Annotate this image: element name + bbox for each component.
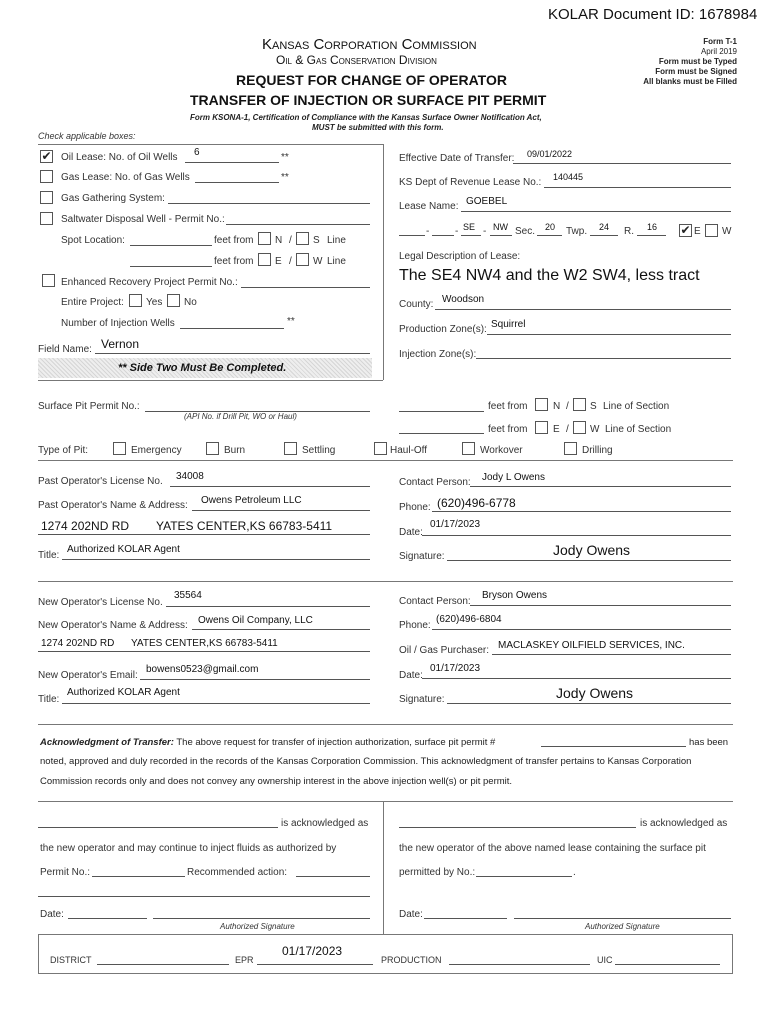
pit-feet-from-ns: feet from — [488, 401, 528, 412]
spot-feet-from-ns: feet from — [214, 235, 254, 246]
qtr-sep-2: - — [455, 226, 459, 237]
pit-s-checkbox[interactable] — [573, 398, 586, 411]
effective-date-line — [513, 163, 731, 164]
oil-wells-line — [185, 162, 279, 163]
new-phone-line — [432, 629, 731, 630]
pit-ew-slash: / — [566, 424, 569, 435]
form-number: Form T-1 — [703, 37, 737, 46]
pit-e-label: E — [553, 424, 560, 435]
new-name-value[interactable]: Owens Oil Company, LLC — [198, 615, 313, 626]
past-date-label: Date: — [399, 527, 423, 538]
permitted-by-period: . — [573, 867, 576, 878]
county-value[interactable]: Woodson — [442, 294, 485, 305]
effective-date-value[interactable]: 09/01/2022 — [527, 149, 573, 159]
pit-drilling-label: Drilling — [582, 445, 613, 456]
left-auth-sig-label: Authorized Signature — [220, 922, 295, 931]
right-date-line[interactable] — [424, 918, 507, 919]
ack-text-2: noted, approved and duly recorded in the records of the Kansas Corporation Commission. This acknowledgment of transfer pertains to Kansas Corporation — [40, 756, 692, 767]
right-auth-sig-line[interactable] — [514, 918, 731, 919]
spot-ns-slash: / — [289, 235, 292, 246]
ack-heading: Acknowledgment of Transfer: — [40, 737, 174, 748]
spot-w-label: W — [313, 256, 323, 267]
ks-lease-label: KS Dept of Revenue Lease No.: — [399, 177, 542, 188]
new-phone-value[interactable]: (620)496-6804 — [436, 614, 502, 625]
past-license-value[interactable]: 34008 — [176, 471, 204, 482]
epr-label: EPR — [235, 955, 254, 965]
spot-e-label: E — [275, 256, 282, 267]
past-contact-label: Contact Person: — [399, 477, 471, 488]
bottom-divider — [383, 801, 384, 934]
pit-haul-off-checkbox[interactable] — [374, 442, 387, 455]
past-signature-line — [447, 560, 731, 561]
gas-wells-note: ** — [281, 172, 289, 183]
production-zone-line — [487, 334, 731, 335]
district-line[interactable] — [97, 964, 229, 965]
field-name-line — [95, 353, 370, 354]
ksona-note-2: MUST be submitted with this form. — [312, 123, 444, 132]
new-title-label: Title: — [38, 694, 60, 705]
qtr-3-value[interactable]: SE — [463, 222, 476, 232]
recommended-action-label: Recommended action: — [187, 867, 288, 878]
surface-pit-permit-label: Surface Pit Permit No.: — [38, 401, 140, 412]
pit-haul-off-label: Haul-Off — [390, 445, 428, 456]
past-name-value[interactable]: Owens Petroleum LLC — [201, 495, 302, 506]
range-label: R. — [624, 226, 634, 237]
spot-s-label: S — [313, 235, 320, 246]
check-boxes-label: Check applicable boxes: — [38, 131, 136, 141]
production-zone-label: Production Zone(s): — [399, 324, 487, 335]
section-divider — [383, 144, 384, 380]
left-new-operator-text: the new operator and may continue to inject fluids as authorized by — [40, 843, 337, 854]
entire-project-yes-label: Yes — [146, 297, 163, 308]
left-permit-no-label: Permit No.: — [40, 867, 91, 878]
production-zone-value[interactable]: Squirrel — [491, 319, 526, 330]
range-value[interactable]: 16 — [647, 222, 658, 232]
new-address-line — [38, 651, 370, 652]
pit-ns-line-label: Line of Section — [603, 401, 670, 412]
new-title-line — [62, 703, 370, 704]
pit-ns-slash: / — [566, 401, 569, 412]
production-label: PRODUCTION — [381, 955, 442, 965]
new-contact-label: Contact Person: — [399, 596, 471, 607]
entire-project-label: Entire Project: — [61, 297, 124, 308]
new-signature-value[interactable]: Jody Owens — [556, 685, 634, 701]
uic-line[interactable] — [615, 964, 720, 965]
spot-ew-feet-line[interactable] — [130, 266, 212, 267]
ksona-note: Form KSONA-1, Certification of Compliance with the Kansas Surface Owner Notification Act, — [190, 113, 542, 122]
new-license-value[interactable]: 35564 — [174, 590, 202, 601]
field-name-value[interactable]: Vernon — [101, 337, 140, 351]
oil-wells-note: ** — [281, 152, 289, 163]
ack-text-1: The above request for transfer of injection authorization, surface pit permit # — [176, 737, 496, 748]
pit-burn-label: Burn — [224, 445, 246, 456]
left-blank-line[interactable] — [38, 896, 370, 897]
qtr-4-value[interactable]: NW — [493, 222, 508, 232]
spot-location-label: Spot Location: — [61, 235, 125, 246]
bottom-section-border — [38, 801, 733, 802]
past-signature-label: Signature: — [399, 551, 445, 562]
pit-ns-feet-line[interactable] — [399, 411, 484, 412]
new-purchaser-line — [492, 654, 731, 655]
pit-n-label: N — [553, 401, 561, 412]
qtr-sep-1: - — [426, 226, 430, 237]
left-date-line[interactable] — [68, 918, 147, 919]
form-title-line2: TRANSFER OF INJECTION OR SURFACE PIT PERMIT — [190, 92, 547, 108]
gas-gathering-checkbox[interactable] — [40, 191, 53, 204]
ack-text-3: Commission records only and does not convey any ownership interest in the above injection well(s) or pit permit. — [40, 776, 513, 787]
pit-settling-checkbox[interactable] — [284, 442, 297, 455]
field-name-label: Field Name: — [38, 344, 92, 355]
new-date-value[interactable]: 01/17/2023 — [430, 663, 481, 674]
past-address-line — [38, 534, 370, 535]
qtr-sep-3: - — [483, 226, 487, 237]
section-bottom-border — [38, 380, 383, 381]
ack-permit-line[interactable] — [541, 746, 686, 747]
entire-project-no-label: No — [184, 297, 197, 308]
range-line — [637, 235, 666, 236]
lease-name-line — [461, 211, 731, 212]
qtr-2-line[interactable] — [432, 235, 454, 236]
division-name: Oil & Gas Conservation Division — [276, 53, 437, 67]
new-purchaser-label: Oil / Gas Purchaser: — [399, 645, 490, 656]
new-address-street[interactable]: 1274 202ND RD — [41, 638, 115, 649]
ks-lease-value[interactable]: 140445 — [553, 172, 584, 182]
qtr-4-line — [490, 235, 512, 236]
swd-checkbox[interactable] — [40, 212, 53, 225]
uic-label: UIC — [597, 955, 613, 965]
right-is-ack: is acknowledged as — [640, 818, 728, 829]
pit-workover-checkbox[interactable] — [462, 442, 475, 455]
spot-ns-line-label: Line — [327, 235, 346, 246]
sec-label: Sec. — [515, 226, 536, 237]
pit-ew-line-label: Line of Section — [605, 424, 672, 435]
num-injection-wells-note: ** — [287, 316, 295, 327]
eor-label: Enhanced Recovery Project Permit No.: — [61, 277, 238, 288]
swd-permit-line[interactable] — [226, 224, 370, 225]
epr-date[interactable]: 01/17/2023 — [282, 944, 343, 958]
spot-feet-from-ew: feet from — [214, 256, 254, 267]
requirement-typed: Form must be Typed — [658, 57, 737, 66]
past-address-street[interactable]: 1274 202ND RD — [41, 519, 130, 533]
past-name-label: Past Operator's Name & Address: — [38, 500, 188, 511]
new-purchaser-value[interactable]: MACLASKEY OILFIELD SERVICES, INC. — [498, 640, 685, 651]
gas-wells-line[interactable] — [195, 182, 279, 183]
document-id: KOLAR Document ID: 1678984 — [548, 6, 758, 23]
spot-ew-slash: / — [289, 256, 292, 267]
pit-emergency-label: Emergency — [131, 445, 182, 456]
past-name-line — [192, 510, 370, 511]
routing-box — [38, 934, 733, 974]
pit-drilling-checkbox[interactable] — [564, 442, 577, 455]
lease-name-value[interactable]: GOEBEL — [466, 196, 508, 207]
pit-type-label: Type of Pit: — [38, 445, 89, 456]
requirement-signed: Form must be Signed — [655, 67, 737, 76]
past-address-city[interactable]: YATES CENTER,KS 66783-5411 — [156, 519, 333, 533]
ack-section-border — [38, 724, 733, 725]
effective-date-label: Effective Date of Transfer: — [399, 153, 515, 164]
past-title-line — [62, 559, 370, 560]
new-name-label: New Operator's Name & Address: — [38, 620, 188, 631]
new-email-value[interactable]: bowens0523@gmail.com — [146, 664, 259, 675]
district-label: DISTRICT — [50, 955, 92, 965]
permitted-by-label: permitted by No.: — [399, 867, 476, 878]
pit-n-checkbox[interactable] — [535, 398, 548, 411]
range-w-label: W — [722, 226, 732, 237]
past-phone-label: Phone: — [399, 502, 431, 513]
section-top-border — [38, 144, 384, 145]
legal-description-value[interactable]: The SE4 NW4 and the W2 SW4, less tract — [399, 267, 700, 284]
recommended-action-line[interactable] — [296, 876, 370, 877]
spot-n-label: N — [275, 235, 283, 246]
lease-name-label: Lease Name: — [399, 201, 459, 212]
right-auth-sig-label: Authorized Signature — [585, 922, 660, 931]
production-line[interactable] — [449, 964, 590, 965]
new-section-border — [38, 581, 733, 582]
left-permit-no-line[interactable] — [92, 876, 185, 877]
oil-lease-checkbox[interactable]: ✔ — [41, 149, 52, 163]
past-license-line — [170, 486, 370, 487]
swd-label: Saltwater Disposal Well - Permit No.: — [61, 214, 225, 225]
permitted-by-line[interactable] — [476, 876, 572, 877]
range-w-checkbox[interactable] — [705, 224, 718, 237]
past-contact-value[interactable]: Jody L Owens — [482, 472, 545, 483]
county-line — [435, 309, 731, 310]
requirement-filled: All blanks must be Filled — [643, 77, 737, 86]
new-phone-label: Phone: — [399, 620, 431, 631]
spot-s-checkbox[interactable] — [296, 232, 309, 245]
agency-name: Kansas Corporation Commission — [262, 36, 477, 53]
left-auth-sig-line[interactable] — [153, 918, 370, 919]
entire-project-yes-checkbox[interactable] — [129, 294, 142, 307]
spot-w-checkbox[interactable] — [296, 253, 309, 266]
eor-checkbox[interactable] — [42, 274, 55, 287]
gas-gathering-label: Gas Gathering System: — [61, 193, 165, 204]
past-signature-value[interactable]: Jody Owens — [553, 542, 631, 558]
epr-line — [257, 964, 373, 965]
range-e-label: E — [694, 226, 701, 237]
qtr-3-line — [461, 235, 481, 236]
left-date-label: Date: — [40, 909, 64, 920]
pit-settling-label: Settling — [302, 445, 336, 456]
past-phone-line — [432, 511, 731, 512]
pit-e-checkbox[interactable] — [535, 421, 548, 434]
new-email-line — [140, 679, 370, 680]
spot-ns-feet-line[interactable] — [130, 245, 212, 246]
left-ack-line[interactable] — [38, 827, 278, 828]
new-license-label: New Operator's License No. — [38, 597, 163, 608]
sec-line — [537, 235, 562, 236]
pit-w-label: W — [590, 424, 600, 435]
past-contact-line — [470, 486, 731, 487]
pit-workover-label: Workover — [480, 445, 523, 456]
left-is-ack: is acknowledged as — [281, 818, 369, 829]
county-label: County: — [399, 299, 434, 310]
entire-project-no-checkbox[interactable] — [167, 294, 180, 307]
oil-lease-label: Oil Lease: No. of Oil Wells — [61, 152, 178, 163]
past-section-border — [38, 460, 733, 461]
new-address-city[interactable]: YATES CENTER,KS 66783-5411 — [131, 638, 278, 649]
pit-feet-from-ew: feet from — [488, 424, 528, 435]
qtr-1-line[interactable] — [399, 235, 425, 236]
new-contact-value[interactable]: Bryson Owens — [482, 590, 548, 601]
gas-lease-checkbox[interactable] — [40, 170, 53, 183]
pit-w-checkbox[interactable] — [573, 421, 586, 434]
past-title-label: Title: — [38, 550, 60, 561]
api-note: (API No. if Drill Pit, WO or Haul) — [184, 412, 297, 421]
twp-label: Twp. — [566, 226, 588, 237]
past-license-label: Past Operator's License No. — [38, 476, 163, 487]
pit-burn-checkbox[interactable] — [206, 442, 219, 455]
sec-value[interactable]: 20 — [545, 222, 556, 232]
num-injection-wells-line[interactable] — [180, 328, 284, 329]
side-two-note: ** Side Two Must Be Completed. — [118, 362, 287, 374]
injection-zone-label: Injection Zone(s): — [399, 349, 477, 360]
ks-lease-line — [544, 187, 731, 188]
past-date-value[interactable]: 01/17/2023 — [430, 519, 481, 530]
side-two-banner — [38, 358, 372, 378]
new-signature-line — [447, 703, 731, 704]
spot-n-checkbox[interactable] — [258, 232, 271, 245]
new-name-line — [192, 629, 370, 630]
gas-lease-label: Gas Lease: No. of Gas Wells — [61, 172, 190, 183]
new-email-label: New Operator's Email: — [38, 670, 138, 681]
gas-gathering-line[interactable] — [168, 203, 370, 204]
twp-line — [590, 235, 618, 236]
right-new-operator-text: the new operator of the above named lease containing the surface pit — [399, 843, 706, 854]
pit-emergency-checkbox[interactable] — [113, 442, 126, 455]
injection-zone-line[interactable] — [476, 358, 731, 359]
right-date-label: Date: — [399, 909, 423, 920]
new-title-value[interactable]: Authorized KOLAR Agent — [67, 687, 180, 698]
pit-s-label: S — [590, 401, 597, 412]
ack-line-1 — [40, 737, 495, 748]
past-date-line — [422, 535, 731, 536]
twp-value[interactable]: 24 — [599, 222, 610, 232]
form-date: April 2019 — [700, 47, 737, 56]
right-ack-line[interactable] — [399, 827, 636, 828]
legal-description-label: Legal Description of Lease: — [399, 251, 521, 262]
new-date-label: Date: — [399, 670, 423, 681]
new-contact-line — [470, 605, 731, 606]
range-e-checkbox[interactable]: ✔ — [680, 223, 691, 237]
past-phone-value[interactable]: (620)496-6778 — [437, 496, 516, 510]
num-injection-wells-label: Number of Injection Wells — [61, 318, 175, 329]
new-signature-label: Signature: — [399, 694, 445, 705]
new-license-line — [166, 606, 370, 607]
form-title-line1: REQUEST FOR CHANGE OF OPERATOR — [236, 72, 507, 88]
new-date-line — [422, 678, 731, 679]
pit-ew-feet-line[interactable] — [399, 433, 484, 434]
spot-e-checkbox[interactable] — [258, 253, 271, 266]
eor-permit-line[interactable] — [241, 287, 370, 288]
oil-wells-value[interactable]: 6 — [194, 147, 200, 158]
past-title-value[interactable]: Authorized KOLAR Agent — [67, 544, 180, 555]
spot-ew-line-label: Line — [327, 256, 346, 267]
ack-has-been: has been — [689, 737, 729, 748]
